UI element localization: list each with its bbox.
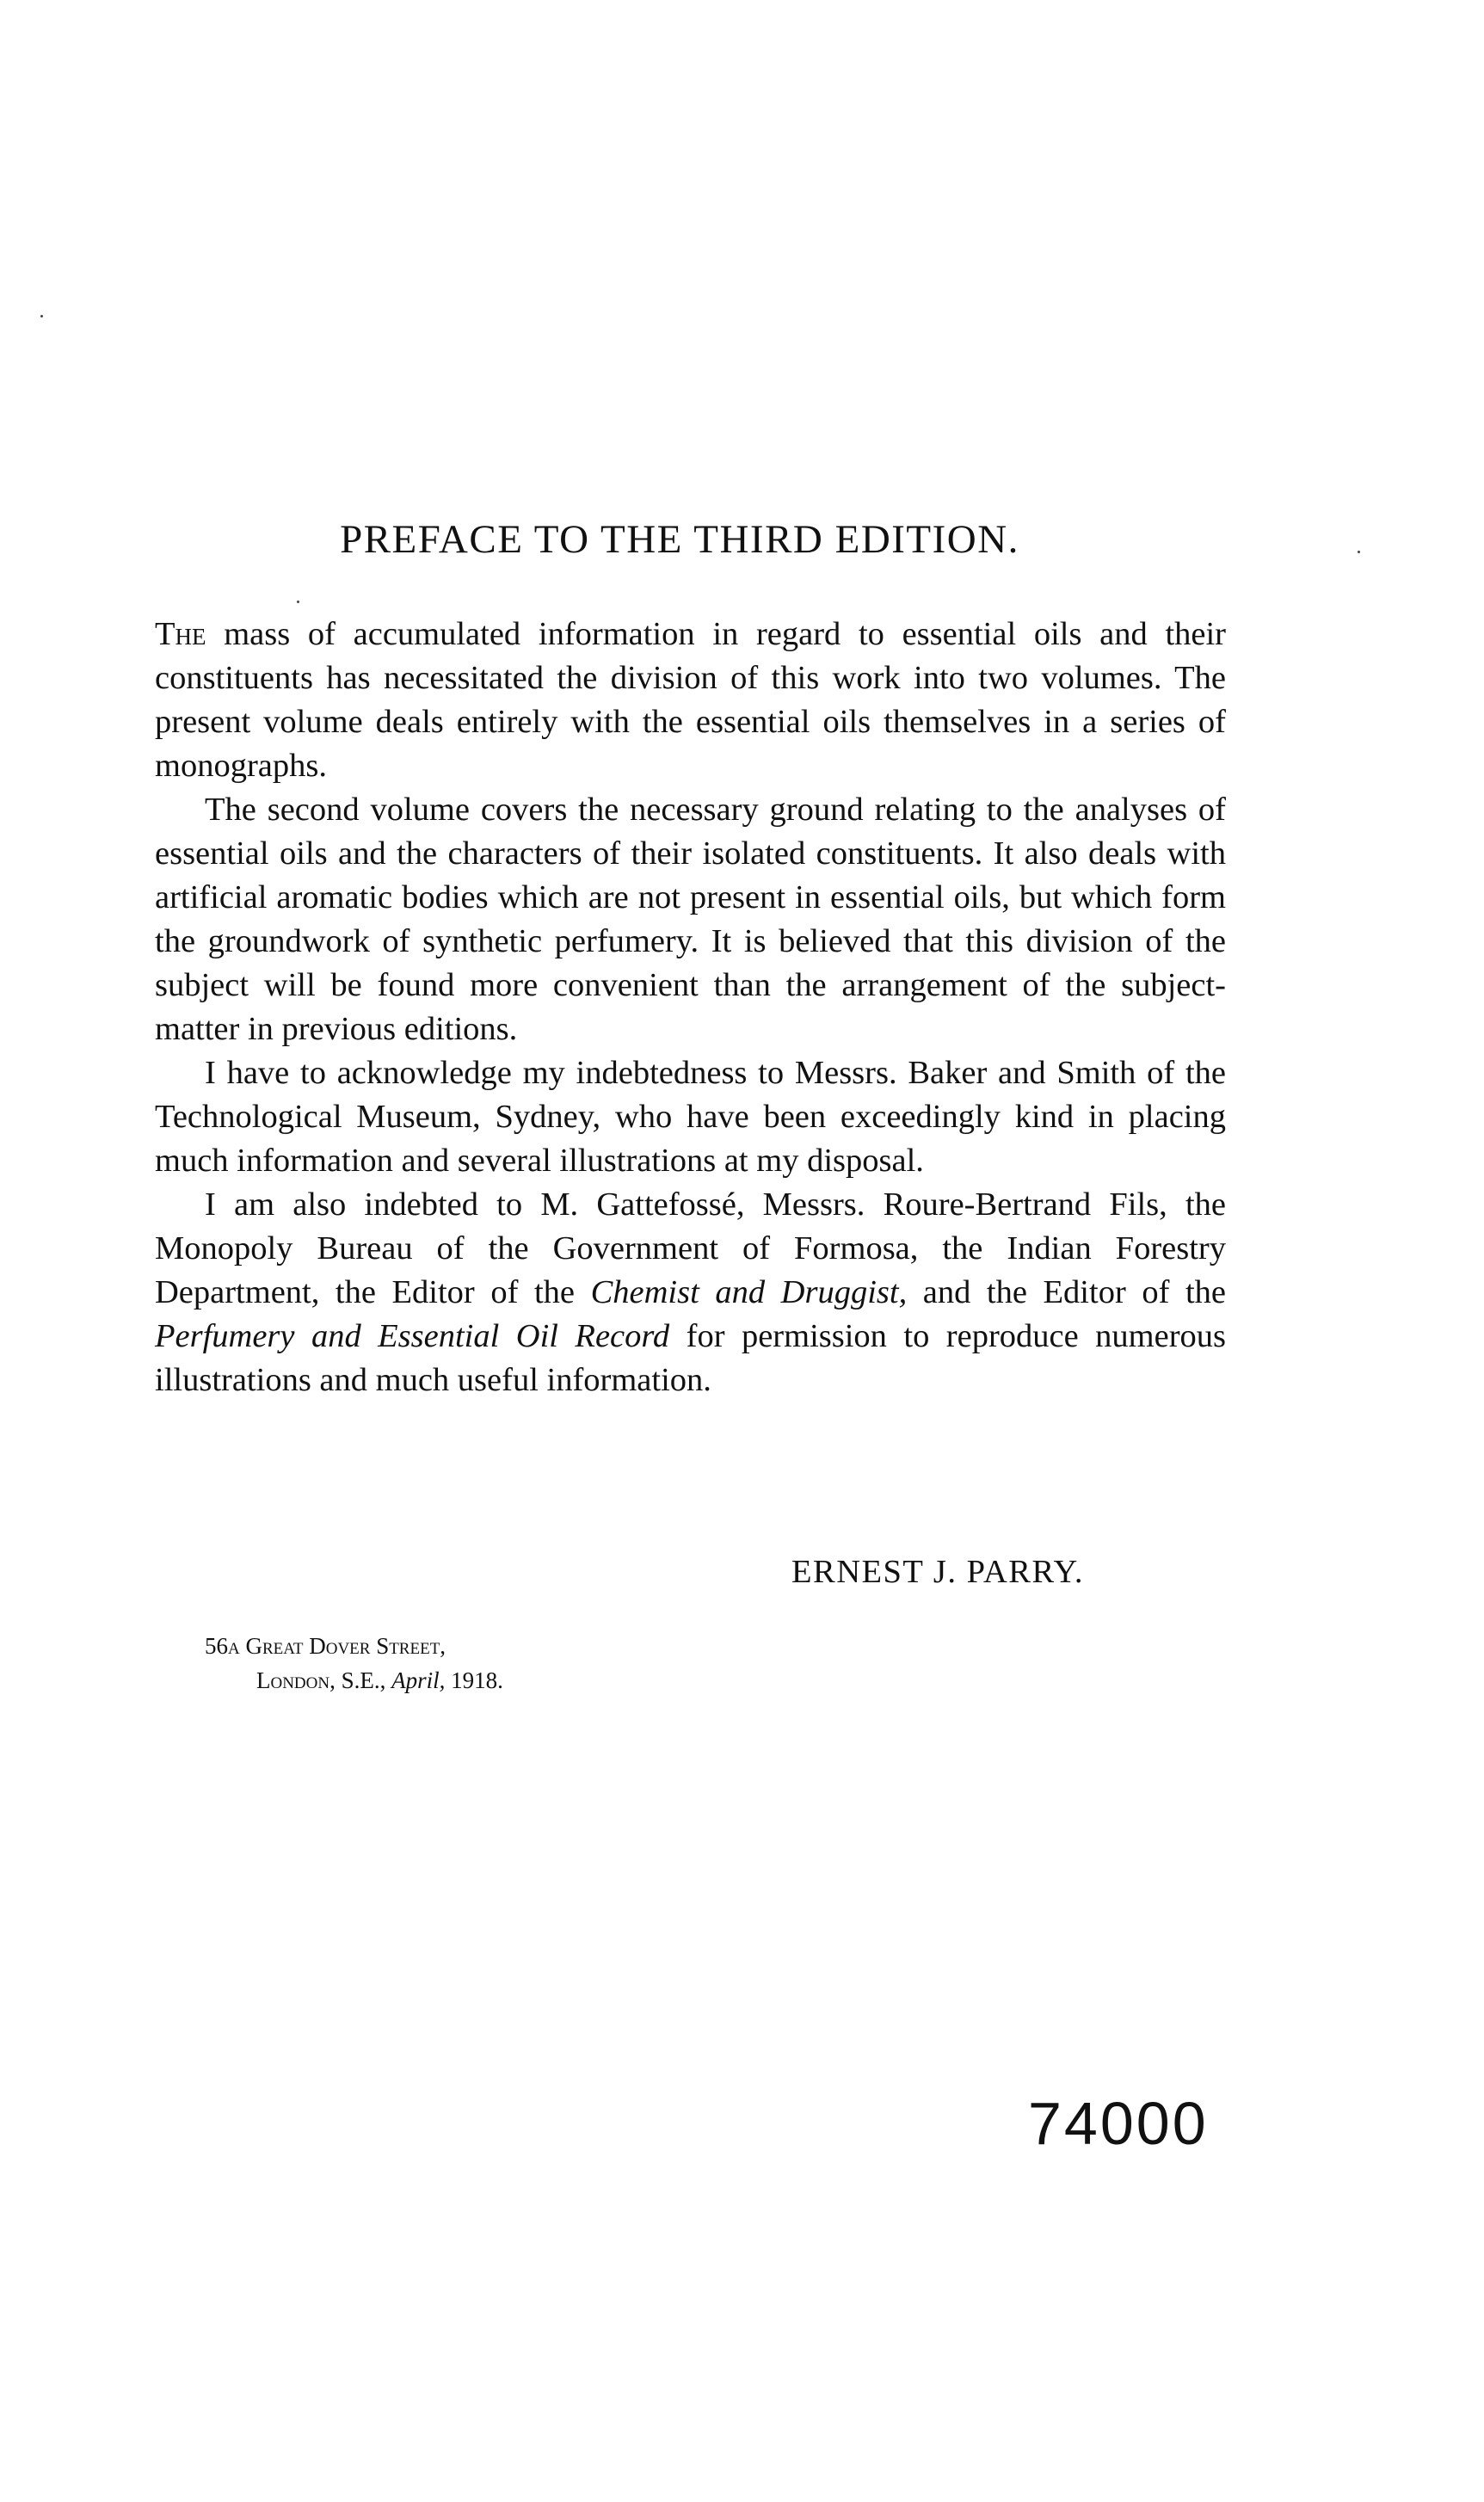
paragraph-1 [155, 613, 1226, 788]
paragraph-4-text-c: for permission to reproduce numerous illustrations and much useful information. [155, 1318, 1226, 1398]
paragraph-4-italic-1: Chemist and Druggist, [590, 1274, 908, 1310]
page-title: PREFACE TO THE THIRD EDITION. [340, 517, 1019, 562]
paragraph-1-lead: The [155, 616, 206, 652]
author-signature: ERNEST J. PARRY. [791, 1554, 1084, 1590]
address-line-1: 56a Great Dover Street, [205, 1633, 446, 1659]
paragraph-3: I have to acknowledge my indebtedness to Messrs. Baker and Smith of the Technological Museum, Sydney, who have been exceedingly kind in placing much information and several illustrations at my disposal. [155, 1055, 1226, 1179]
address-city: London, S.E., [256, 1667, 392, 1693]
stamp-number: 74000 [1028, 2090, 1209, 2157]
paragraph-4-text-a: I am also indebted to M. Gattefossé, Messrs. Roure-Bertrand Fils, the Monopoly Bureau of the Government of Formosa, the Indian Forestry Department, the Editor of the [155, 1186, 1226, 1310]
ink-speck [297, 601, 299, 603]
paragraph-1-text: mass of accumulated information in regard to essential oils and their constituents has necessitated the division of this work into two volumes. The present volume deals entirely with the essential oils themselves in a series of monographs. [155, 616, 1226, 784]
author-address [205, 1629, 503, 1698]
preface-body [155, 613, 1226, 1402]
address-month: April, [391, 1667, 446, 1693]
paragraph-4 [155, 1183, 1226, 1402]
paragraph-2: The second volume covers the necessary ground relating to the analyses of essential oils and the characters of their isolated constituents. It also deals with artificial aromatic bodies which are not present in essential oils, but which form the groundwork of synthetic perfumery. It is believed that this division of the subject will be found more convenient than the arrangement of the subject-matter in previous editions. [155, 792, 1226, 1047]
ink-speck [40, 315, 43, 317]
address-year: 1918. [445, 1667, 503, 1693]
paragraph-4-italic-2: Perfumery and Essential Oil Record [155, 1318, 670, 1354]
address-line-2 [205, 1663, 503, 1698]
paragraph-4-text-b: and the Editor of the [907, 1274, 1227, 1310]
